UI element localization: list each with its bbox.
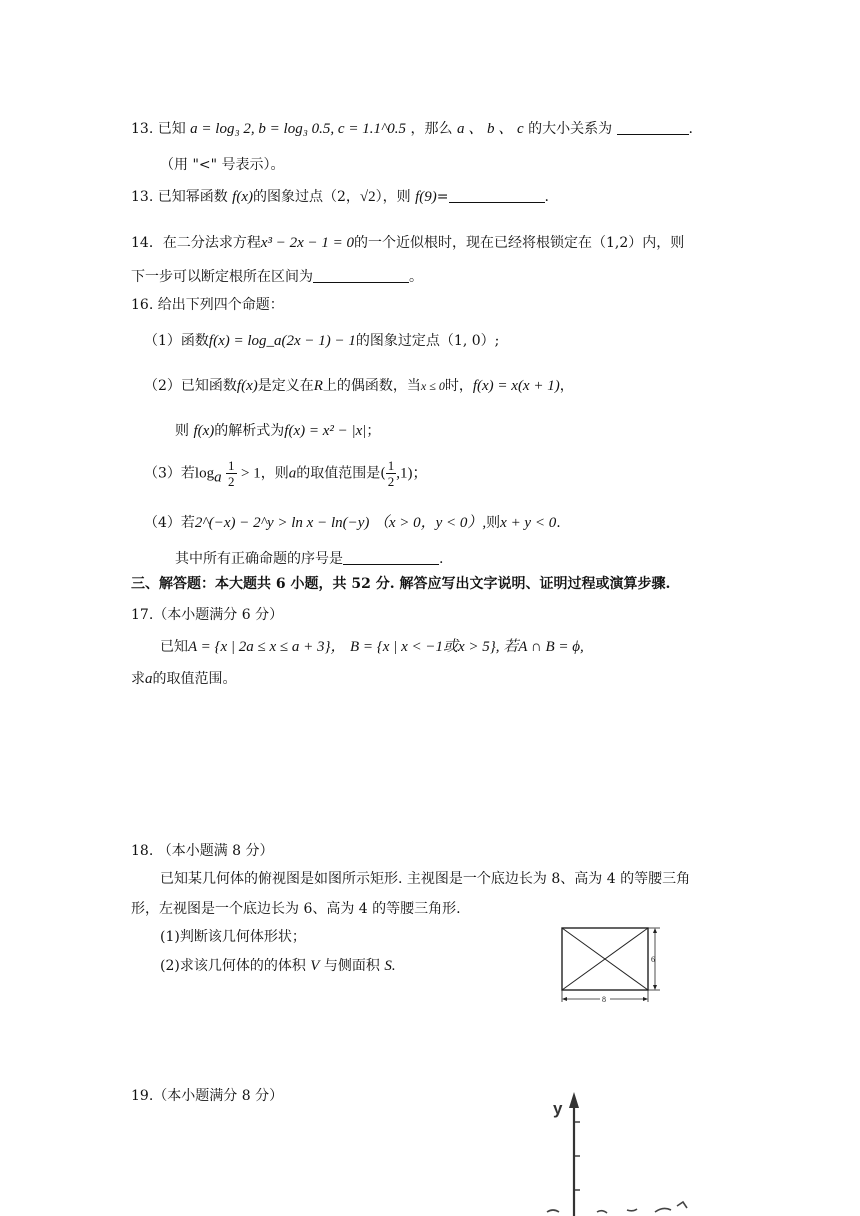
math-variables: a 、 b 、 c [456, 121, 524, 137]
math-variable: a [145, 671, 153, 687]
graph-mark [597, 1211, 607, 1213]
fraction-half [226, 458, 237, 489]
question-18-sub2 [160, 955, 396, 975]
question-text: 与侧面积 [323, 958, 380, 974]
fraction-denominator: 2 [387, 474, 395, 489]
sqrt-expression: √2 [359, 189, 376, 205]
proposition-2-continued [175, 420, 380, 440]
question-13a [131, 117, 693, 138]
question-text: 已知 [160, 639, 188, 655]
question-18-head: 18. （本小题满 8 分） [131, 843, 274, 859]
question-text: 的图象过点（2， [253, 189, 360, 205]
proposition-text: 则 [486, 515, 501, 531]
math-log-base: a [214, 469, 222, 486]
question-13a-note: （用 "<" 号表示）。 [160, 157, 285, 173]
top-view-figure [556, 922, 668, 1006]
math-expression: f(x) = x(x + 1) [472, 378, 560, 394]
question-text: 已知幂函数 [157, 189, 228, 205]
answer-blank [617, 134, 689, 135]
answer-blank [313, 282, 409, 283]
graph-fragments [547, 1202, 687, 1213]
arrow-head [643, 997, 648, 1001]
math-operator: = [436, 189, 449, 205]
question-text: ），则 [375, 189, 411, 205]
proposition-2 [144, 375, 574, 395]
width-label: 8 [602, 995, 606, 1004]
question-16-stem [131, 294, 284, 314]
math-variable: V [310, 958, 320, 974]
math-expression: f(x) = log_a(2x − 1) − 1 [208, 333, 356, 349]
question-text: 下一步可以断定根所在区间为 [131, 269, 313, 285]
question-text: 的一个近似根时，现在已经将根锁定在（1,2）内，则 [354, 235, 685, 251]
question-16-ask [175, 548, 443, 568]
math-conclusion: x + y < 0 [500, 515, 557, 531]
proposition-3 [144, 458, 427, 489]
math-interval: ,1)； [396, 465, 428, 482]
coordinate-axis-figure [545, 1088, 695, 1216]
question-14-line1 [131, 232, 684, 252]
math-variable: a [288, 465, 297, 482]
question-17-line1 [160, 635, 584, 656]
punctuation: 。 [409, 269, 423, 285]
answer-blank [449, 202, 545, 203]
question-17-head: 17.（本小题满分 6 分） [131, 607, 284, 623]
graph-mark [547, 1210, 559, 1212]
punctuation: ， [559, 378, 574, 394]
fraction-half [386, 458, 397, 489]
proposition-text: （3）若 [144, 465, 195, 482]
question-text: 给出下列四个命题： [157, 297, 284, 313]
proposition-text: 上的偶函数，当 [322, 378, 421, 394]
proposition-text: 时， [444, 378, 473, 394]
math-inequality: > 1 [241, 465, 261, 482]
fraction-numerator: 1 [387, 458, 395, 473]
math-condition: x ≤ 0 [420, 379, 445, 393]
proposition-1 [144, 330, 499, 350]
math-expression: f(x) [232, 189, 253, 205]
proposition-text: （2）已知函数 [144, 378, 237, 394]
question-13b [131, 186, 549, 206]
question-text: 其中所有正确命题的序号是 [175, 551, 343, 567]
punctuation: ； [366, 423, 381, 439]
question-text: 的大小关系为 [528, 121, 613, 137]
proposition-text: 是定义在 [257, 378, 314, 394]
question-number: 16. [131, 297, 154, 313]
math-variable: R [313, 378, 323, 394]
punctuation: . [688, 121, 693, 137]
question-18-sub1: (1)判断该几何体形状； [160, 929, 306, 945]
punctuation: . [544, 189, 549, 205]
fraction-numerator: 1 [228, 458, 235, 473]
set-a: A = {x | 2a ≤ x ≤ a + 3}， [188, 639, 346, 655]
set-b: B = {x | x < −1或x > 5}, 若A ∩ B = ϕ, [350, 639, 584, 655]
math-variable: S. [384, 958, 396, 974]
proposition-text: 的解析式为 [214, 423, 285, 439]
question-number: 13. [131, 121, 154, 137]
question-14-line2 [131, 266, 423, 286]
proposition-text: （1）函数 [144, 333, 209, 349]
question-text: 的取值范围。 [152, 671, 237, 687]
question-text: 求 [131, 671, 145, 687]
math-expression: f(9) [415, 189, 437, 205]
math-expression: f(x) [193, 423, 215, 439]
graph-mark [677, 1202, 687, 1208]
proposition-text: 的取值范围是( [296, 465, 386, 482]
math-equation: x³ − 2x − 1 = 0 [260, 235, 355, 251]
math-expression: a = log₃ 2, b = log₃ 0.5, c = 1.1^0.5 [190, 121, 407, 137]
question-19-head: 19.（本小题满分 8 分） [131, 1088, 284, 1104]
question-18-text1: 已知某几何体的俯视图是如图所示矩形. 主视图是一个底边长为 8、高为 4 的等腰三角 [160, 871, 691, 887]
math-inequality: 2^(−x) − 2^y > ln x − ln(−y) [194, 515, 370, 531]
proposition-text: 的图象过定点（1, 0）; [355, 333, 500, 349]
math-log: log [194, 465, 215, 482]
proposition-text: （4）若 [144, 515, 195, 531]
question-17-line2 [131, 668, 237, 688]
graph-mark [627, 1209, 637, 1211]
section-heading: 三、解答题：本大题共 6 小题，共 52 分. 解答应写出文字说明、证明过程或演算步骤. [131, 576, 671, 592]
fraction-denominator: 2 [228, 474, 235, 489]
punctuation: . [439, 551, 444, 567]
proposition-text: 则 [175, 423, 189, 439]
y-axis-arrow [569, 1092, 579, 1108]
graph-mark [655, 1208, 671, 1212]
math-condition: （x > 0，y < 0）, [373, 515, 487, 531]
punctuation: . [556, 515, 561, 531]
question-number: 13. [131, 189, 154, 205]
math-expression: f(x) = x² − |x| [284, 423, 367, 439]
question-18-text2: 形，左视图是一个底边长为 6、高为 4 的等腰三角形. [131, 901, 461, 917]
arrow-head [653, 928, 657, 933]
question-text: ，那么 [410, 121, 453, 137]
question-text: (2)求该几何体的的体积 [160, 958, 306, 974]
height-label: 6 [651, 955, 655, 964]
arrow-head [562, 997, 567, 1001]
y-axis-label: y [553, 1099, 563, 1118]
question-text: 已知 [157, 121, 186, 137]
answer-blank [343, 564, 439, 565]
proposition-text: ，则 [260, 465, 289, 482]
question-text: 14．在二分法求方程 [131, 235, 261, 251]
proposition-4 [144, 511, 561, 532]
arrow-head [653, 985, 657, 990]
math-expression: f(x) [236, 378, 258, 394]
